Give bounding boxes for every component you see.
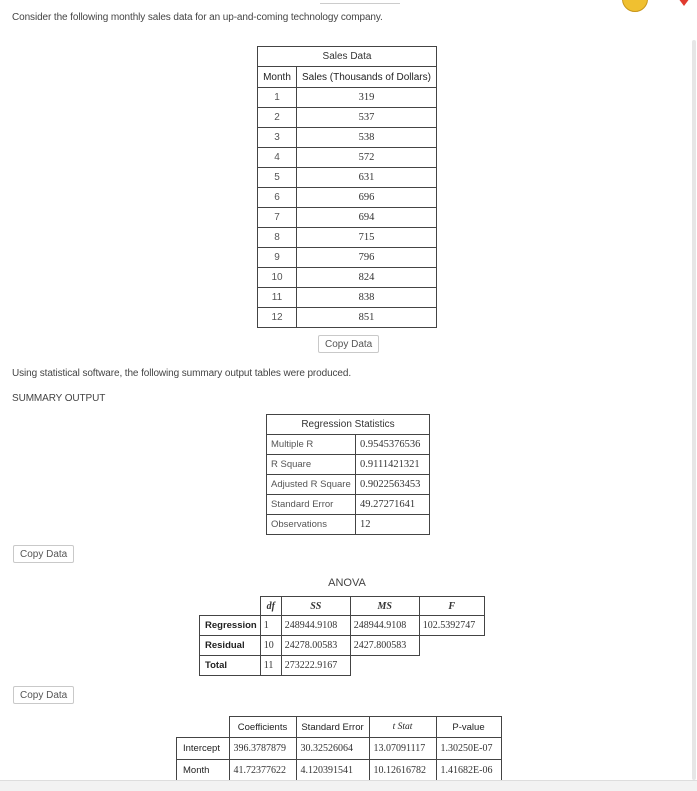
standard-error-header: Standard Error xyxy=(296,717,369,738)
table-row xyxy=(258,88,437,108)
blank-cell xyxy=(419,656,484,676)
ss-cell: 24278.00583 xyxy=(281,636,350,656)
df-cell: 10 xyxy=(260,636,281,656)
table-row xyxy=(267,515,430,535)
month-cell: 7 xyxy=(258,208,297,228)
table-row xyxy=(258,148,437,168)
sales-cell: 537 xyxy=(297,108,437,128)
software-text: Using statistical software, the following summary output tables were produced. xyxy=(12,368,352,379)
coin-icon[interactable] xyxy=(622,0,648,12)
month-cell: 5 xyxy=(258,168,297,188)
table-row xyxy=(200,656,485,676)
coefficients-table xyxy=(176,716,502,782)
table-row xyxy=(258,228,437,248)
month-header: Month xyxy=(258,67,297,88)
sales-cell: 851 xyxy=(297,308,437,328)
sales-cell: 538 xyxy=(297,128,437,148)
month-cell: 4 xyxy=(258,148,297,168)
table-row xyxy=(200,616,485,636)
sales-cell: 796 xyxy=(297,248,437,268)
table-row xyxy=(258,308,437,328)
sales-cell: 824 xyxy=(297,268,437,288)
stat-value: 12 xyxy=(356,515,430,535)
table-row xyxy=(258,288,437,308)
table-row xyxy=(258,108,437,128)
df-cell: 1 xyxy=(260,616,281,636)
p-cell: 1.41682E-06 xyxy=(436,760,501,782)
month-cell: 1 xyxy=(258,88,297,108)
stat-value: 0.9022563453 xyxy=(356,475,430,495)
stat-label: Adjusted R Square xyxy=(267,475,356,495)
ms-cell: 248944.9108 xyxy=(350,616,419,636)
stat-value: 0.9545376536 xyxy=(356,435,430,455)
stat-label: Multiple R xyxy=(267,435,356,455)
table-row xyxy=(258,268,437,288)
anova-title: ANOVA xyxy=(328,577,366,589)
table-row xyxy=(267,475,430,495)
month-cell: 9 xyxy=(258,248,297,268)
sales-cell: 838 xyxy=(297,288,437,308)
stat-label: Observations xyxy=(267,515,356,535)
table-row xyxy=(200,636,485,656)
df-cell: 11 xyxy=(260,656,281,676)
scrollbar[interactable] xyxy=(692,40,696,780)
row-label: Residual xyxy=(200,636,261,656)
stat-value: 49.27271641 xyxy=(356,495,430,515)
sales-cell: 696 xyxy=(297,188,437,208)
month-cell: 12 xyxy=(258,308,297,328)
ss-cell: 248944.9108 xyxy=(281,616,350,636)
sales-cell: 694 xyxy=(297,208,437,228)
month-cell: 2 xyxy=(258,108,297,128)
t-cell: 13.07091117 xyxy=(369,738,436,760)
sales-table xyxy=(257,46,437,328)
ms-cell: 2427.800583 xyxy=(350,636,419,656)
coef-cell: 41.72377622 xyxy=(229,760,296,782)
table-row xyxy=(258,168,437,188)
ss-cell: 273222.9167 xyxy=(281,656,350,676)
ss-header: SS xyxy=(281,597,350,616)
table-row xyxy=(267,495,430,515)
anova-table xyxy=(199,596,485,676)
table-row xyxy=(267,455,430,475)
sales-cell: 715 xyxy=(297,228,437,248)
sales-cell: 572 xyxy=(297,148,437,168)
sales-caption: Sales Data xyxy=(258,47,437,67)
row-label: Month xyxy=(177,760,230,782)
t-stat-header: t Stat xyxy=(369,717,436,738)
f-header: F xyxy=(419,597,484,616)
regression-caption: Regression Statistics xyxy=(267,415,430,435)
row-label: Total xyxy=(200,656,261,676)
table-row xyxy=(258,248,437,268)
se-cell: 30.32526064 xyxy=(296,738,369,760)
sales-cell: 319 xyxy=(297,88,437,108)
df-header: df xyxy=(260,597,281,616)
intro-text: Consider the following monthly sales data for an up-and-coming technology company. xyxy=(12,12,383,23)
copy-data-button[interactable]: Copy Data xyxy=(13,545,74,563)
bottom-bar xyxy=(0,780,697,791)
blank-cell xyxy=(177,717,230,738)
month-cell: 10 xyxy=(258,268,297,288)
table-row xyxy=(177,738,502,760)
table-row xyxy=(267,435,430,455)
row-label: Intercept xyxy=(177,738,230,760)
blank-cell xyxy=(419,636,484,656)
row-label: Regression xyxy=(200,616,261,636)
table-row xyxy=(258,208,437,228)
coefficients-header: Coefficients xyxy=(229,717,296,738)
blank-cell xyxy=(350,656,419,676)
sales-header: Sales (Thousands of Dollars) xyxy=(297,67,437,88)
blank-cell xyxy=(200,597,261,616)
month-cell: 3 xyxy=(258,128,297,148)
month-cell: 6 xyxy=(258,188,297,208)
sales-cell: 631 xyxy=(297,168,437,188)
p-value-header: P-value xyxy=(436,717,501,738)
table-row xyxy=(258,188,437,208)
stat-label: Standard Error xyxy=(267,495,356,515)
summary-output-title: SUMMARY OUTPUT xyxy=(12,393,106,404)
se-cell: 4.120391541 xyxy=(296,760,369,782)
stat-value: 0.9111421321 xyxy=(356,455,430,475)
coef-cell: 396.3787879 xyxy=(229,738,296,760)
tab-indicator xyxy=(320,0,400,4)
stat-label: R Square xyxy=(267,455,356,475)
f-cell: 102.5392747 xyxy=(419,616,484,636)
t-cell: 10.12616782 xyxy=(369,760,436,782)
month-cell: 8 xyxy=(258,228,297,248)
copy-data-button[interactable]: Copy Data xyxy=(318,335,379,353)
table-row xyxy=(177,760,502,782)
regression-statistics-table xyxy=(266,414,430,535)
heart-icon[interactable] xyxy=(672,0,696,6)
table-row xyxy=(258,128,437,148)
p-cell: 1.30250E-07 xyxy=(436,738,501,760)
copy-data-button[interactable]: Copy Data xyxy=(13,686,74,704)
ms-header: MS xyxy=(350,597,419,616)
month-cell: 11 xyxy=(258,288,297,308)
